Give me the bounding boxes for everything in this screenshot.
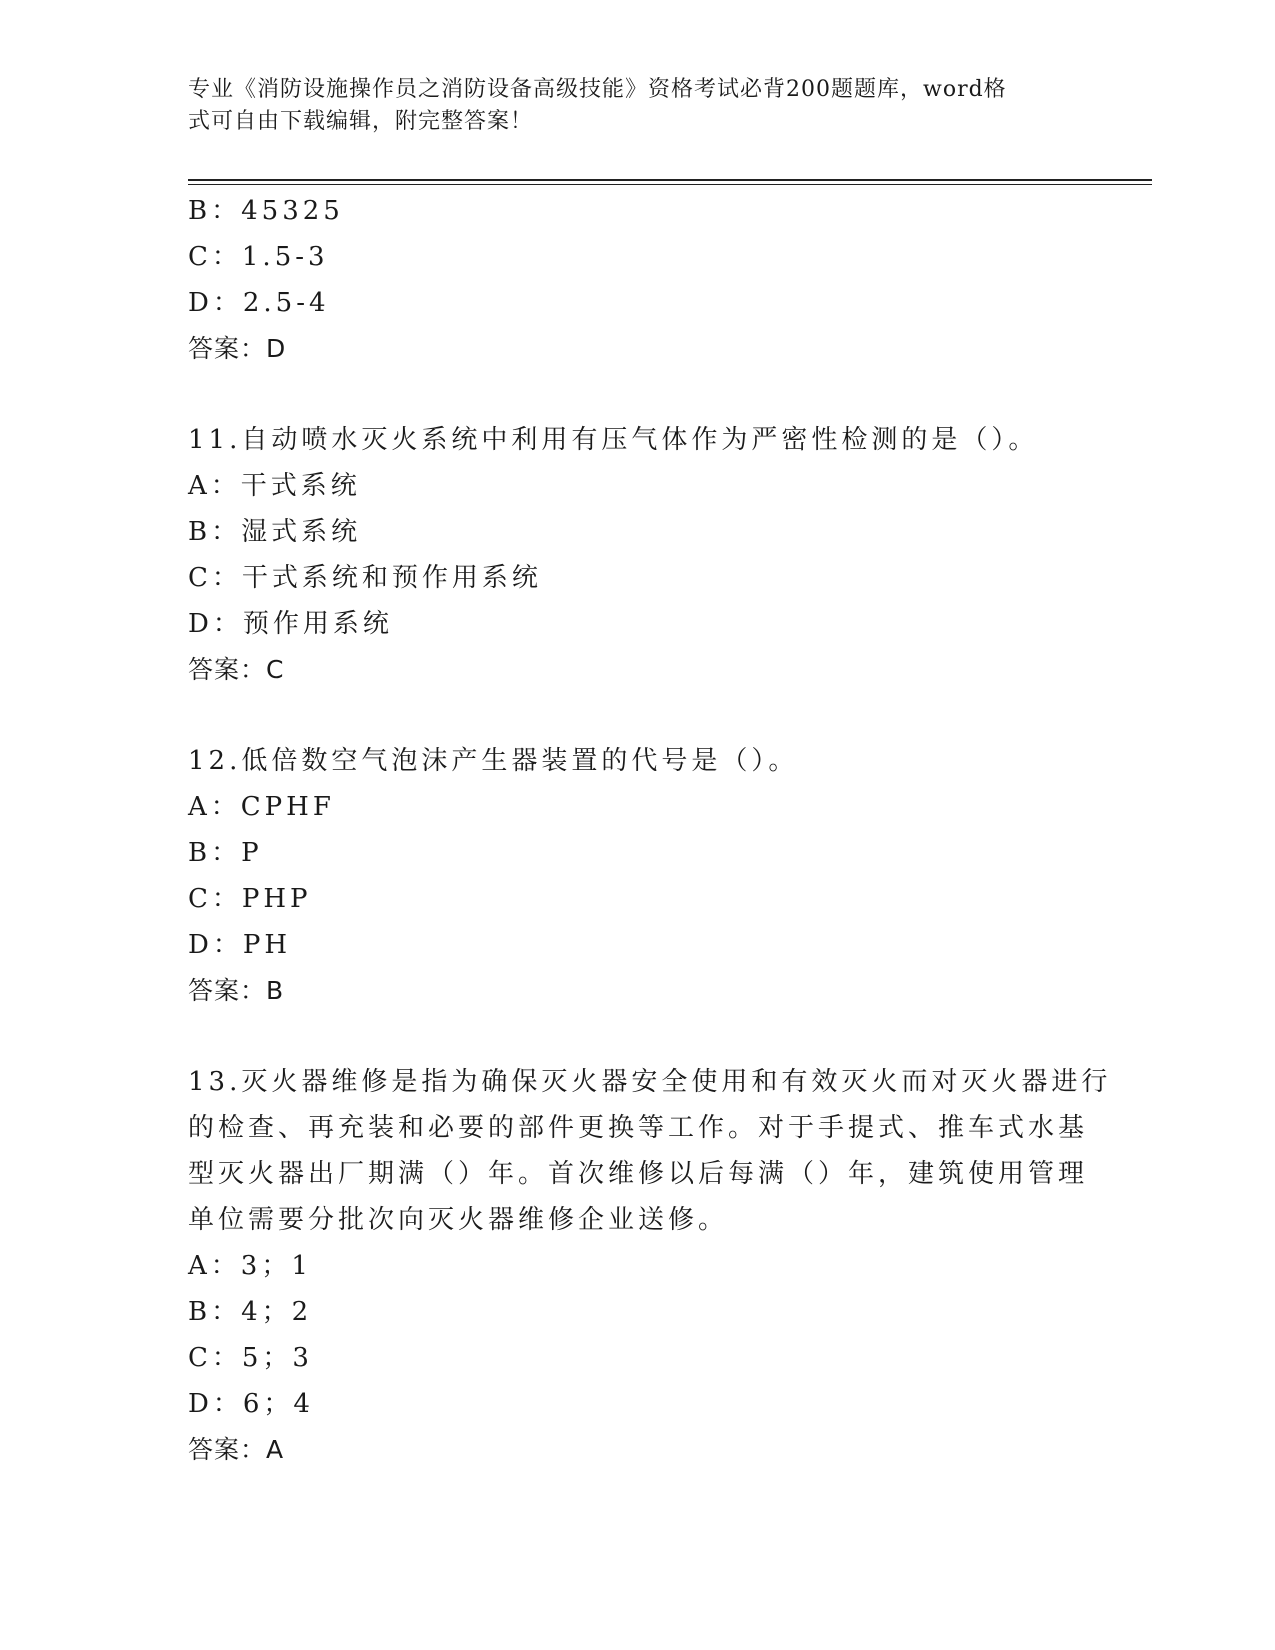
spacer <box>188 693 1088 738</box>
question-12 <box>188 738 1088 1014</box>
option-a: A：干式系统 <box>188 471 361 501</box>
spacer <box>188 1014 1088 1059</box>
option-a: A：3；1 <box>188 1251 312 1281</box>
answer-line: 答案：A <box>188 1435 285 1464</box>
question-stem-line-1: 13.灭火器维修是指为确保灭火器安全使用和有效灭火而对灭火器进行 <box>188 1067 1112 1097</box>
option-c: C：干式系统和预作用系统 <box>188 563 542 593</box>
question-10-continuation <box>188 188 1088 372</box>
answer-line: 答案：D <box>188 334 287 363</box>
answer-line: 答案：C <box>188 655 285 684</box>
question-11 <box>188 417 1088 693</box>
answer-line: 答案：B <box>188 976 285 1005</box>
option-d: D：PH <box>188 930 292 960</box>
spacer <box>188 372 1088 417</box>
question-13 <box>188 1059 1112 1473</box>
question-stem-line-3: 型灭火器出厂期满（）年。首次维修以后每满（）年，建筑使用管理 <box>188 1159 1089 1189</box>
header-divider-thick <box>188 179 1152 181</box>
option-a: A：CPHF <box>188 792 335 822</box>
question-stem: 11.自动喷水灭火系统中利用有压气体作为严密性检测的是（）。 <box>188 425 1039 455</box>
question-stem-line-2: 的检查、再充装和必要的部件更换等工作。对于手提式、推车式水基 <box>188 1113 1089 1143</box>
option-c: C：5；3 <box>188 1343 313 1373</box>
question-stem: 12.低倍数空气泡沫产生器装置的代号是（）。 <box>188 746 799 776</box>
question-list <box>188 188 1112 1473</box>
option-b: B：45325 <box>188 196 344 226</box>
header-line-2: 式可自由下载编辑，附完整答案！ <box>188 109 534 134</box>
document-header <box>188 74 1088 138</box>
option-b: B：湿式系统 <box>188 517 362 547</box>
option-b: B：P <box>188 838 263 868</box>
option-c: C：1.5-3 <box>188 242 329 272</box>
option-d: D：预作用系统 <box>188 609 393 639</box>
option-b: B：4；2 <box>188 1297 313 1327</box>
header-divider-thin <box>188 184 1152 185</box>
option-c: C：PHP <box>188 884 312 914</box>
option-d: D：2.5-4 <box>188 288 330 318</box>
option-d: D：6；4 <box>188 1389 314 1419</box>
header-line-1: 专业《消防设施操作员之消防设备高级技能》资格考试必背200题题库，word格 <box>188 77 1007 102</box>
question-stem-line-4: 单位需要分批次向灭火器维修企业送修。 <box>188 1205 729 1235</box>
